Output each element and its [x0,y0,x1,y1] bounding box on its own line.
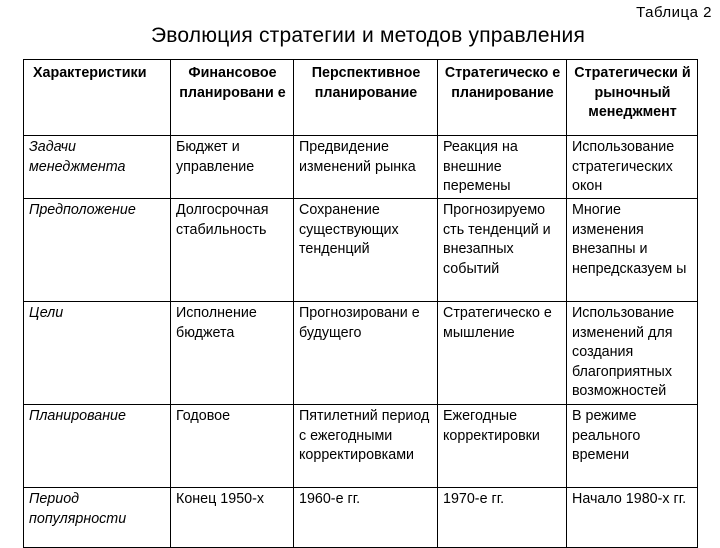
table-cell: Пятилетний период с ежегодными корректировками [294,405,438,488]
table-cell: Прогнозировани е будущего [294,302,438,405]
row-label: Период популярности [24,488,171,548]
table-cell: Сохранение существующих тенденций [294,199,438,302]
table-cell: Годовое [171,405,294,488]
table-cell: Использование изменений для создания благоприятных возможностей [567,302,698,405]
row-label: Планирование [24,405,171,488]
table-cell: Использование стратегических окон [567,136,698,199]
table-cell: Начало 1980-х гг. [567,488,698,548]
table-cell: Конец 1950-х [171,488,294,548]
strategy-evolution-table [23,59,698,548]
table-cell: 1960-е гг. [294,488,438,548]
table-cell: Бюджет и управление [171,136,294,199]
table-cell: 1970-е гг. [438,488,567,548]
row-label: Задачи менеджмента [24,136,171,199]
header-cell: Стратегически й рыночный менеджмент [567,60,698,136]
table-cell: Ежегодные корректировки [438,405,567,488]
table-cell: Предвидение изменений рынка [294,136,438,199]
table-row [24,199,698,302]
row-label: Предположение [24,199,171,302]
table-cell: Прогнозируемо сть тенденций и внезапных событий [438,199,567,302]
header-cell: Финансовое планировани е [171,60,294,136]
table-cell: В режиме реального времени [567,405,698,488]
table-cell: Долгосрочная стабильность [171,199,294,302]
table-cell: Стратегическо е мышление [438,302,567,405]
row-label: Цели [24,302,171,405]
table-header-row [24,60,698,136]
page-title: Эволюция стратегии и методов управления [150,24,586,47]
table-row [24,136,698,199]
table-row [24,405,698,488]
header-cell: Стратегическо е планирование [438,60,567,136]
table-cell: Многие изменения внезапны и непредсказуем ы [567,199,698,302]
header-cell: Характеристики [24,60,171,136]
table-row [24,302,698,405]
header-cell: Перспективное планирование [294,60,438,136]
table-cell: Исполнение бюджета [171,302,294,405]
table-number-label: Таблица 2 [636,4,712,21]
table-row [24,488,698,548]
table-cell: Реакция на внешние перемены [438,136,567,199]
